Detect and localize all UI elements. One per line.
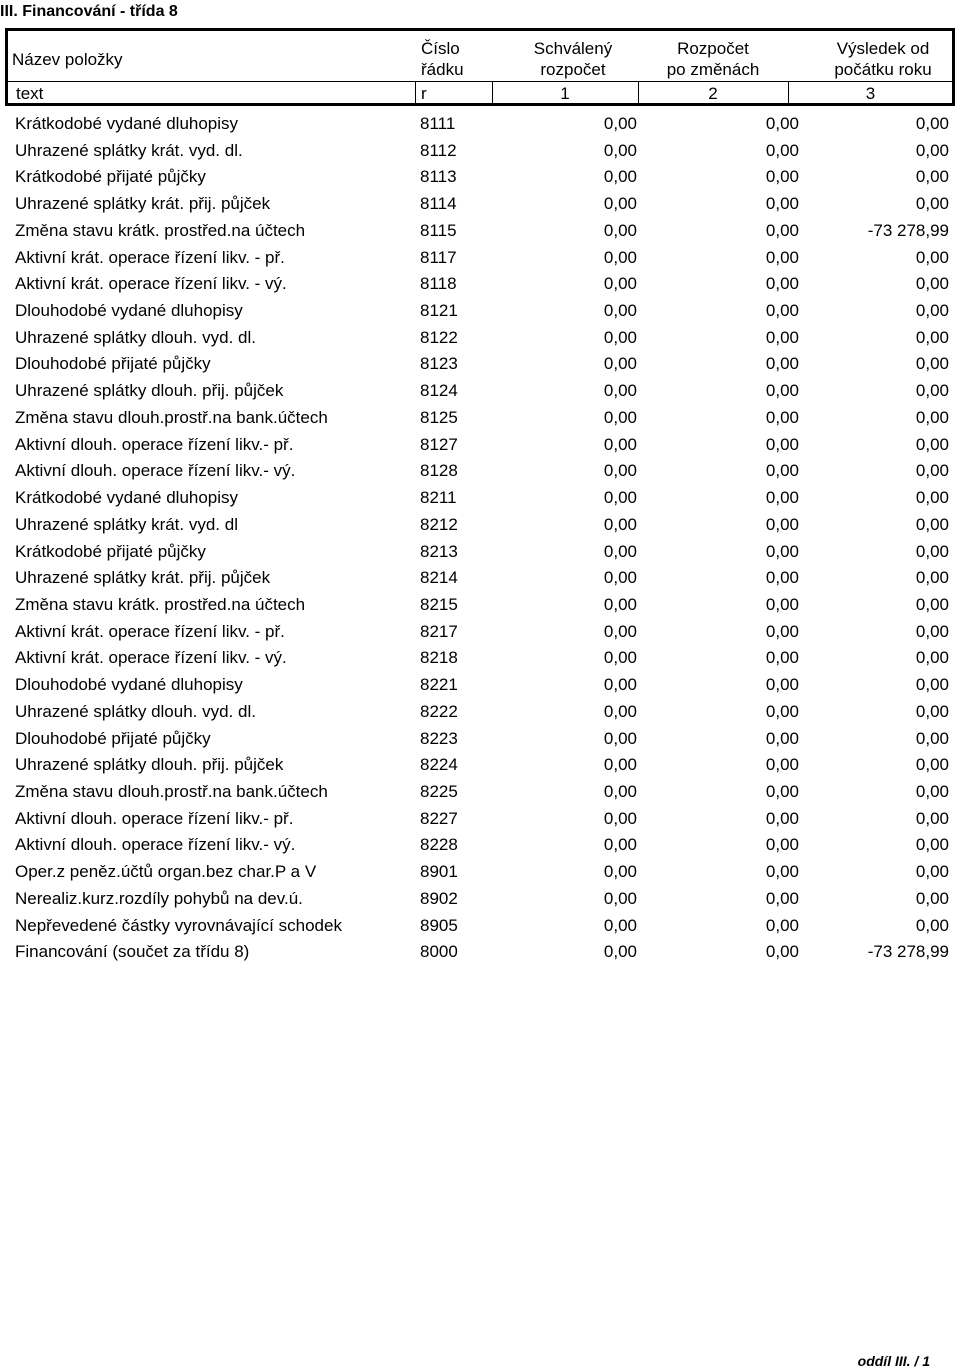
row-approved-budget: 0,00 <box>603 194 637 214</box>
row-line-number: 8118 <box>420 274 457 294</box>
table-row <box>15 244 950 271</box>
row-revised-budget: 0,00 <box>765 888 799 908</box>
row-revised-budget: 0,00 <box>765 568 799 588</box>
table-row <box>15 484 950 511</box>
table-row <box>15 457 950 484</box>
row-revised-budget: 0,00 <box>765 381 799 401</box>
row-name: Uhrazené splátky dlouh. přij. půjček <box>15 755 284 775</box>
page-title: III. Financování - třída 8 <box>0 3 178 20</box>
row-line-number: 8124 <box>420 381 458 401</box>
row-result: 0,00 <box>915 701 949 721</box>
row-revised-budget: 0,00 <box>765 648 799 668</box>
row-approved-budget: 0,00 <box>603 621 637 641</box>
row-name: Aktivní dlouh. operace řízení likv.- vý. <box>15 835 296 855</box>
row-result: 0,00 <box>915 755 949 775</box>
row-revised-budget: 0,00 <box>765 808 799 828</box>
row-name: Aktivní dlouh. operace řízení likv.- př. <box>15 808 294 828</box>
header-budget-bottom: rozpočet <box>540 60 606 79</box>
row-line-number: 8121 <box>420 301 458 321</box>
row-line-number: 8122 <box>420 327 458 347</box>
row-approved-budget: 0,00 <box>603 488 637 508</box>
row-approved-budget: 0,00 <box>603 568 637 588</box>
table-row <box>15 377 950 404</box>
header-vline <box>415 81 416 103</box>
row-line-number: 8214 <box>420 568 458 588</box>
row-approved-budget: 0,00 <box>603 461 637 481</box>
table-row <box>15 163 950 190</box>
row-result: 0,00 <box>915 915 949 935</box>
table-row <box>15 137 950 164</box>
table-row <box>15 644 950 671</box>
row-approved-budget: 0,00 <box>603 594 637 614</box>
row-result: 0,00 <box>915 808 949 828</box>
row-revised-budget: 0,00 <box>765 167 799 187</box>
table-row <box>15 110 950 137</box>
table-row <box>15 350 950 377</box>
row-name: Krátkodobé přijaté půjčky <box>15 167 206 187</box>
row-approved-budget: 0,00 <box>603 407 637 427</box>
row-line-number: 8901 <box>420 862 458 882</box>
row-line-number: 8125 <box>420 407 458 427</box>
header-revised-top: Rozpočet <box>677 39 749 58</box>
row-approved-budget: 0,00 <box>603 728 637 748</box>
row-name: Oper.z peněz.účtů organ.bez char.P a V <box>15 862 317 882</box>
row-revised-budget: 0,00 <box>765 220 799 240</box>
table-row <box>15 404 950 431</box>
row-name: Uhrazené splátky krát. přij. půjček <box>15 194 271 214</box>
header-sub-name: text <box>16 84 44 103</box>
row-line-number: 8224 <box>420 755 458 775</box>
row-name: Financování (součet za třídu 8) <box>15 942 250 962</box>
table-row <box>15 297 950 324</box>
row-revised-budget: 0,00 <box>765 461 799 481</box>
row-name: Změna stavu krátk. prostřed.na účtech <box>15 594 306 614</box>
row-approved-budget: 0,00 <box>603 327 637 347</box>
row-revised-budget: 0,00 <box>765 835 799 855</box>
row-approved-budget: 0,00 <box>603 942 637 962</box>
row-line-number: 8225 <box>420 781 458 801</box>
header-divider <box>8 81 952 82</box>
page-footer: oddíl III. / 1 <box>857 1353 930 1369</box>
row-name: Nerealiz.kurz.rozdíly pohybů na dev.ú. <box>15 888 303 908</box>
row-line-number: 8117 <box>420 247 457 267</box>
row-revised-budget: 0,00 <box>765 915 799 935</box>
header-budget-top: Schválený <box>533 39 613 58</box>
row-result: 0,00 <box>915 675 949 695</box>
row-revised-budget: 0,00 <box>765 434 799 454</box>
row-name: Dlouhodobé přijaté půjčky <box>15 354 211 374</box>
row-approved-budget: 0,00 <box>603 274 637 294</box>
row-result: 0,00 <box>915 114 949 133</box>
table-row <box>15 591 950 618</box>
row-name: Dlouhodobé vydané dluhopisy <box>15 675 243 695</box>
row-result: 0,00 <box>915 835 949 855</box>
row-name: Uhrazené splátky krát. vyd. dl <box>15 514 238 534</box>
row-approved-budget: 0,00 <box>603 114 637 133</box>
table-row <box>15 778 950 805</box>
row-line-number: 8223 <box>420 728 458 748</box>
row-result: 0,00 <box>915 594 949 614</box>
row-line-number: 8112 <box>420 140 457 160</box>
row-revised-budget: 0,00 <box>765 194 799 214</box>
row-result: 0,00 <box>915 888 949 908</box>
table-row <box>15 270 950 297</box>
row-name: Uhrazené splátky krát. vyd. dl. <box>15 140 243 160</box>
header-sub-revised: 2 <box>708 84 718 103</box>
row-result: 0,00 <box>915 514 949 534</box>
table-row <box>15 511 950 538</box>
row-line-number: 8000 <box>420 942 458 962</box>
row-result: 0,00 <box>915 488 949 508</box>
row-approved-budget: 0,00 <box>603 755 637 775</box>
row-name: Krátkodobé vydané dluhopisy <box>15 114 239 133</box>
row-name: Aktivní dlouh. operace řízení likv.- př. <box>15 434 294 454</box>
row-revised-budget: 0,00 <box>765 862 799 882</box>
row-result: 0,00 <box>915 541 949 561</box>
table-row <box>15 725 950 752</box>
row-result: 0,00 <box>915 381 949 401</box>
row-result: 0,00 <box>915 461 949 481</box>
row-approved-budget: 0,00 <box>603 701 637 721</box>
row-result: 0,00 <box>915 621 949 641</box>
table-header <box>5 28 955 106</box>
row-result: 0,00 <box>915 407 949 427</box>
row-line-number: 8215 <box>420 594 458 614</box>
header-sub-result: 3 <box>865 84 876 103</box>
row-name: Uhrazené splátky dlouh. vyd. dl. <box>15 701 256 721</box>
table-row <box>15 671 950 698</box>
row-approved-budget: 0,00 <box>603 781 637 801</box>
header-name: Název položky <box>12 50 123 69</box>
row-revised-budget: 0,00 <box>765 354 799 374</box>
row-result: 0,00 <box>915 781 949 801</box>
table-row <box>15 751 950 778</box>
row-revised-budget: 0,00 <box>765 781 799 801</box>
row-result: -73 278,99 <box>867 220 949 240</box>
row-name: Aktivní krát. operace řízení likv. - vý. <box>15 648 287 668</box>
table-row <box>15 431 950 458</box>
row-line-number: 8228 <box>420 835 458 855</box>
row-name: Změna stavu dlouh.prostř.na bank.účtech <box>15 407 328 427</box>
row-revised-budget: 0,00 <box>765 327 799 347</box>
row-line-number: 8227 <box>420 808 458 828</box>
row-result: 0,00 <box>915 247 949 267</box>
header-result-top: Výsledek od <box>836 39 930 58</box>
row-approved-budget: 0,00 <box>603 808 637 828</box>
table-row <box>15 912 950 939</box>
header-sub-line: r <box>421 84 427 103</box>
row-name: Aktivní krát. operace řízení likv. - vý. <box>15 274 287 294</box>
row-result: 0,00 <box>915 301 949 321</box>
row-result: 0,00 <box>915 140 949 160</box>
row-approved-budget: 0,00 <box>603 541 637 561</box>
header-revised-bottom: po změnách <box>666 60 760 79</box>
row-revised-budget: 0,00 <box>765 140 799 160</box>
row-name: Uhrazené splátky dlouh. vyd. dl. <box>15 327 256 347</box>
row-name: Aktivní krát. operace řízení likv. - př. <box>15 621 285 641</box>
table-row <box>15 698 950 725</box>
row-revised-budget: 0,00 <box>765 274 799 294</box>
row-name: Dlouhodobé vydané dluhopisy <box>15 301 243 321</box>
row-approved-budget: 0,00 <box>603 862 637 882</box>
row-line-number: 8213 <box>420 541 458 561</box>
row-result: -73 278,99 <box>867 942 949 962</box>
row-approved-budget: 0,00 <box>603 220 637 240</box>
row-line-number: 8115 <box>420 220 457 240</box>
row-revised-budget: 0,00 <box>765 488 799 508</box>
row-approved-budget: 0,00 <box>603 835 637 855</box>
row-result: 0,00 <box>915 274 949 294</box>
row-line-number: 8114 <box>420 194 457 214</box>
row-result: 0,00 <box>915 327 949 347</box>
table-row <box>15 858 950 885</box>
row-result: 0,00 <box>915 194 949 214</box>
row-result: 0,00 <box>915 434 949 454</box>
row-line-number: 8902 <box>420 888 458 908</box>
table-body <box>15 110 950 965</box>
row-line-number: 8113 <box>420 167 457 187</box>
row-approved-budget: 0,00 <box>603 514 637 534</box>
row-revised-budget: 0,00 <box>765 301 799 321</box>
header-result-bottom: počátku roku <box>834 60 932 79</box>
row-result: 0,00 <box>915 728 949 748</box>
row-result: 0,00 <box>915 862 949 882</box>
table-row <box>15 324 950 351</box>
table-row <box>15 885 950 912</box>
table-row <box>15 805 950 832</box>
row-revised-budget: 0,00 <box>765 701 799 721</box>
row-revised-budget: 0,00 <box>765 594 799 614</box>
table-row <box>15 538 950 565</box>
row-approved-budget: 0,00 <box>603 675 637 695</box>
row-line-number: 8905 <box>420 915 458 935</box>
row-revised-budget: 0,00 <box>765 675 799 695</box>
row-line-number: 8218 <box>420 648 458 668</box>
row-approved-budget: 0,00 <box>603 915 637 935</box>
row-revised-budget: 0,00 <box>765 541 799 561</box>
row-name: Krátkodobé vydané dluhopisy <box>15 488 239 508</box>
row-approved-budget: 0,00 <box>603 167 637 187</box>
row-revised-budget: 0,00 <box>765 621 799 641</box>
row-revised-budget: 0,00 <box>765 247 799 267</box>
row-approved-budget: 0,00 <box>603 354 637 374</box>
row-revised-budget: 0,00 <box>765 514 799 534</box>
row-line-number: 8127 <box>420 434 458 454</box>
row-line-number: 8222 <box>420 701 458 721</box>
row-name: Uhrazené splátky krát. přij. půjček <box>15 568 271 588</box>
row-line-number: 8128 <box>420 461 458 481</box>
row-name: Změna stavu krátk. prostřed.na účtech <box>15 220 306 240</box>
row-name: Krátkodobé přijaté půjčky <box>15 541 206 561</box>
row-name: Změna stavu dlouh.prostř.na bank.účtech <box>15 781 328 801</box>
row-name: Aktivní krát. operace řízení likv. - př. <box>15 247 285 267</box>
row-name: Dlouhodobé přijaté půjčky <box>15 728 211 748</box>
row-approved-budget: 0,00 <box>603 247 637 267</box>
row-revised-budget: 0,00 <box>765 728 799 748</box>
header-line-bottom: řádku <box>421 60 464 79</box>
row-result: 0,00 <box>915 648 949 668</box>
row-revised-budget: 0,00 <box>765 407 799 427</box>
table-row <box>15 938 950 965</box>
row-result: 0,00 <box>915 354 949 374</box>
row-approved-budget: 0,00 <box>603 301 637 321</box>
row-line-number: 8217 <box>420 621 458 641</box>
row-revised-budget: 0,00 <box>765 755 799 775</box>
row-line-number: 8211 <box>420 488 457 508</box>
header-sub-budget: 1 <box>560 84 570 103</box>
row-line-number: 8111 <box>420 114 456 133</box>
row-revised-budget: 0,00 <box>765 942 799 962</box>
table-row <box>15 217 950 244</box>
row-line-number: 8123 <box>420 354 458 374</box>
row-line-number: 8221 <box>420 675 458 695</box>
row-result: 0,00 <box>915 568 949 588</box>
row-name: Uhrazené splátky dlouh. přij. půjček <box>15 381 284 401</box>
row-revised-budget: 0,00 <box>765 114 799 133</box>
table-row <box>15 564 950 591</box>
row-approved-budget: 0,00 <box>603 381 637 401</box>
row-approved-budget: 0,00 <box>603 434 637 454</box>
row-result: 0,00 <box>915 167 949 187</box>
row-approved-budget: 0,00 <box>603 888 637 908</box>
row-approved-budget: 0,00 <box>603 648 637 668</box>
table-row <box>15 190 950 217</box>
row-name: Aktivní dlouh. operace řízení likv.- vý. <box>15 461 296 481</box>
row-approved-budget: 0,00 <box>603 140 637 160</box>
table-row <box>15 831 950 858</box>
table-row <box>15 618 950 645</box>
row-line-number: 8212 <box>420 514 458 534</box>
header-line-top: Číslo <box>421 39 460 58</box>
row-name: Nepřevedené částky vyrovnávající schodek <box>15 915 342 935</box>
